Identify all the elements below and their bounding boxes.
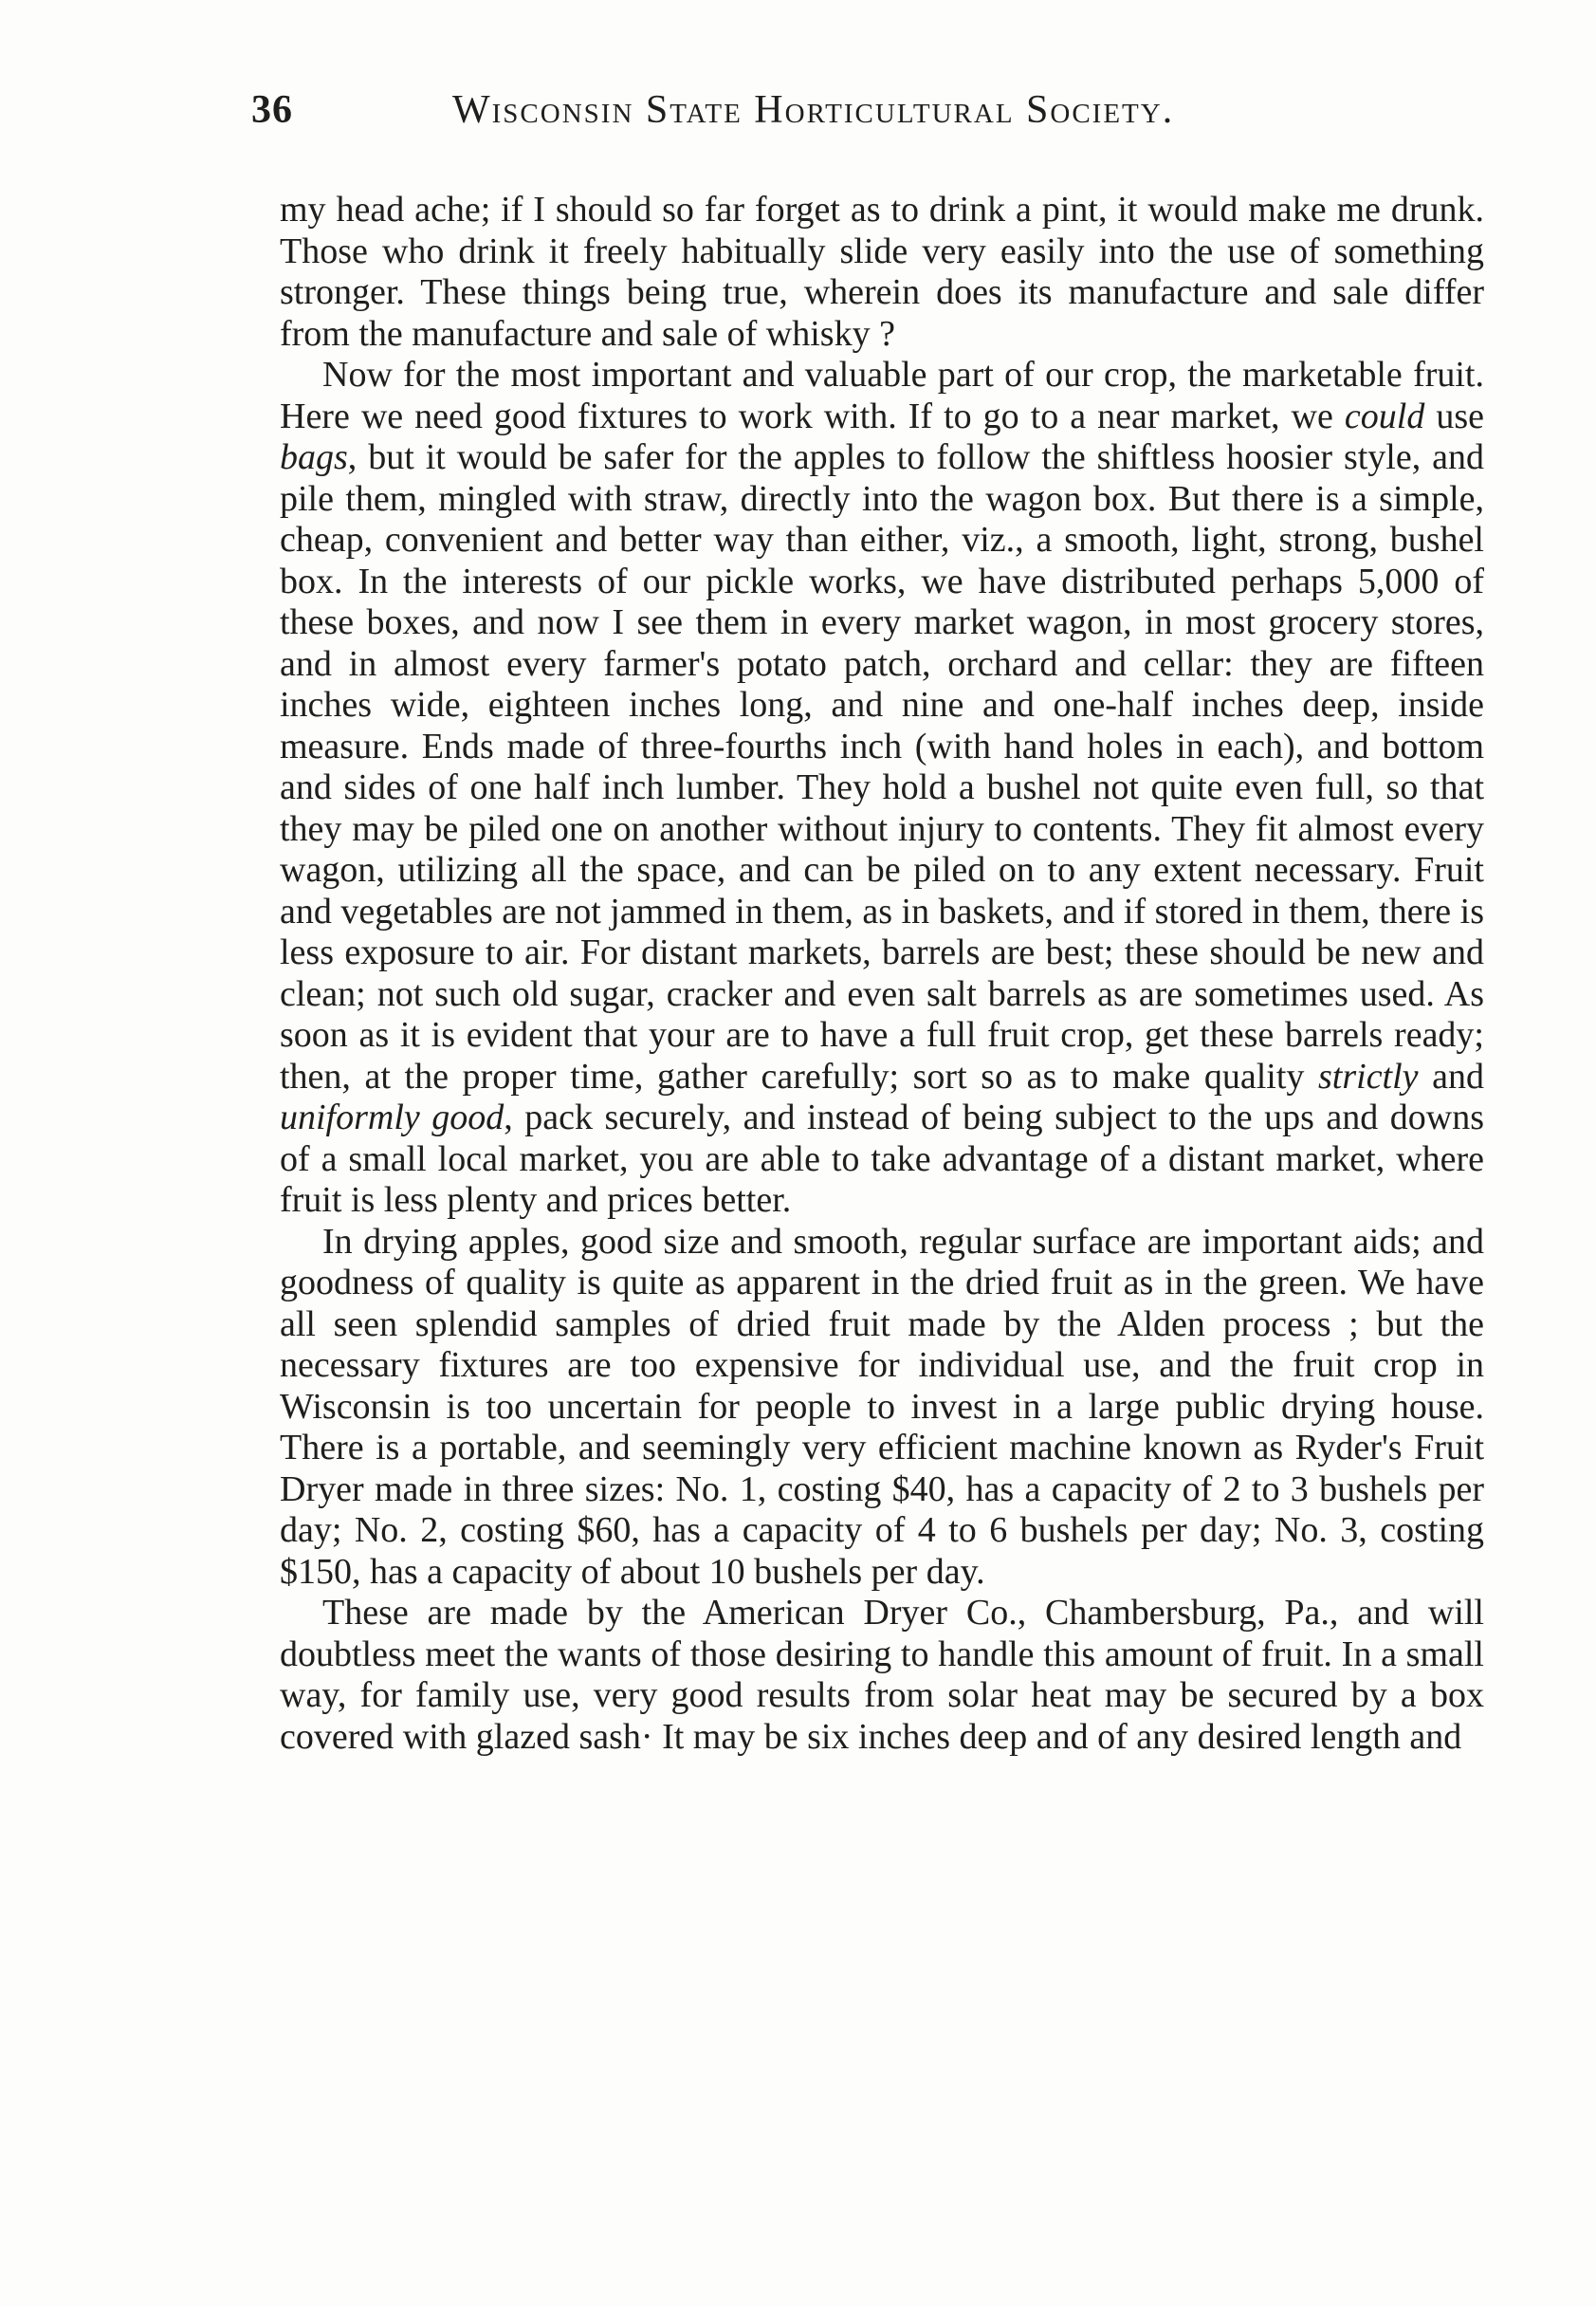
paragraph-2-part-d: and bbox=[1418, 1056, 1485, 1097]
body-text bbox=[280, 190, 1484, 1758]
paragraph-2-part-b: use bbox=[1424, 396, 1484, 436]
page-header bbox=[251, 87, 1332, 140]
paragraph-4: These are made by the American Dryer Co., Chambersburg, Pa., and will doubtless meet the wants of those desiring to handle this amount of fruit. In a small way, for family use, very good results from solar heat may be secured by a box covered with glazed sash· It may be six inches deep and of any desired length and bbox=[280, 1593, 1484, 1757]
paragraph-2-part-a: Now for the most important and valuable part of our crop, the marketable fruit. Here we need good fixtures to work with. If to go to a near market, we bbox=[280, 355, 1484, 436]
paragraph-2-part-c: , but it would be safer for the apples to follow the shiftless hoosier style, and pile them, mingled with straw, directly into the wagon box. But there is a simple, cheap, convenient and better way than either, viz., a smooth, light, strong, bushel box. In the interests of our pickle works, we have distributed perhaps 5,000 of these boxes, and now I see them in every market wagon, in most grocery stores, and in almost every farmer's potato patch, orchard and cellar: they are fifteen inches wide, eighteen inches long, and nine and one-half inches deep, inside measure. Ends made of three-fourths inch (with hand holes in each), and bottom and sides of one half inch lumber. They hold a bushel not quite even full, so that they may be piled one on another without injury to contents. They fit almost every wagon, utilizing all the space, and can be piled on to any extent necessary. Fruit and vegetables are not jammed in them, as in baskets, and if stored in them, there is less exposure to air. For distant markets, barrels are best; these should be new and clean; not such old sugar, cracker and even salt barrels as are sometimes used. As soon as it is evident that your are to have a full fruit crop, get these barrels ready; then, at the proper time, gather carefully; sort so as to make quality bbox=[280, 437, 1484, 1097]
paragraph-1: my head ache; if I should so far forget as to drink a pint, it would make me drunk. Those who drink it freely habitually slide very easily into the use of something stronger. These things being true, wherein does its manufacture and sale differ from the manufacture and sale of whisky ? bbox=[280, 190, 1484, 354]
page-number: 36 bbox=[251, 88, 293, 132]
paragraph-2-part-e: , pack securely, and instead of being subject to the ups and downs of a small local market, you are able to take advantage of a distant market, where fruit is less plenty and prices better. bbox=[280, 1098, 1484, 1220]
emphasis-bags: bags bbox=[280, 437, 348, 477]
running-title: Wisconsin State Horticultural Society. bbox=[452, 88, 1175, 132]
emphasis-could: could bbox=[1344, 396, 1425, 436]
emphasis-strictly: strictly bbox=[1318, 1056, 1419, 1097]
emphasis-uniformly-good: uniformly good bbox=[280, 1098, 504, 1137]
paragraph-2 bbox=[280, 355, 1484, 1222]
paragraph-3: In drying apples, good size and smooth, regular surface are important aids; and goodness of quality is quite as apparent in the dried fruit as in the green. We have all seen splendid samples of dried fruit made by the Alden process ; but the necessary fixtures are too expensive for individual use, and the fruit crop in Wisconsin is too uncertain for people to invest in a large public drying house. There is a portable, and seemingly very efficient machine known as Ryder's Fruit Dryer made in three sizes: No. 1, costing $40, has a capacity of 2 to 3 bushels per day; No. 2, costing $60, has a capacity of 4 to 6 bushels per day; No. 3, costing $150, has a capacity of about 10 bushels per day. bbox=[280, 1221, 1484, 1592]
